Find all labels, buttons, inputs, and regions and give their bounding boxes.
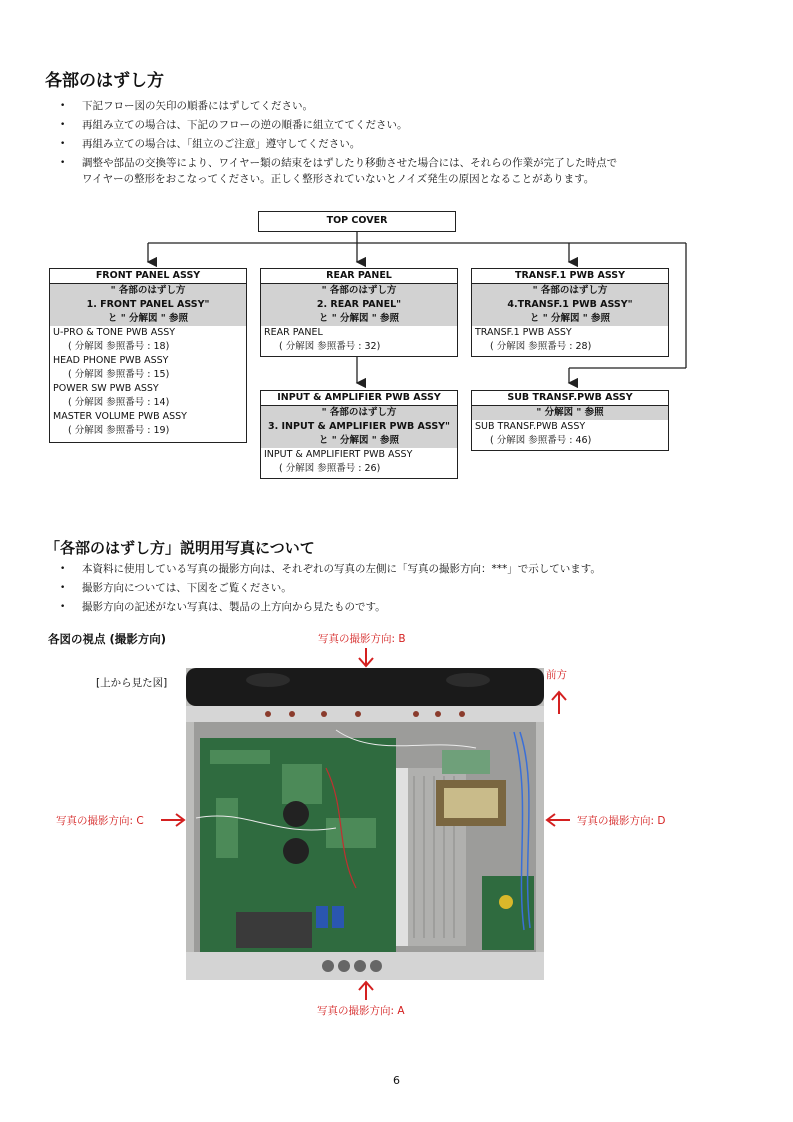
part-ref: ( 分解図 参照番号 : 15) (68, 369, 170, 380)
box-note (261, 406, 457, 448)
list-item-text: • 再組み立ての場合は、下記のフローの逆の順番に組立ててください。 (82, 119, 408, 131)
note-line: と " 分解図 " 参照 (107, 313, 189, 324)
arrow-down-icon (359, 648, 373, 666)
list-item-text: • 撮影方向については、下図をご覧ください。 (82, 582, 292, 594)
box-title: INPUT & AMPLIFIER PWB ASSY (261, 391, 457, 406)
box-title: REAR PANEL (261, 269, 457, 284)
box-note (472, 284, 668, 326)
part-ref: ( 分解図 参照番号 : 19) (68, 425, 170, 436)
note-line: " 分解図 " 参照 (536, 407, 604, 418)
part-name: SUB TRANSF.PWB ASSY (475, 421, 586, 432)
part-name: INPUT & AMPLIFIERT PWB ASSY (264, 449, 413, 460)
front-panel-box (49, 268, 247, 443)
direction-c-label: 写真の撮影方向: C (56, 815, 144, 827)
note-line: 4.TRANSF.1 PWB ASSY" (507, 299, 633, 310)
box-title: FRONT PANEL ASSY (50, 269, 246, 284)
list-item (60, 561, 760, 577)
chassis-illustration (186, 668, 544, 980)
direction-b-label: 写真の撮影方向: B (318, 633, 406, 645)
note-line: と " 分解図 " 参照 (318, 435, 400, 446)
box-title: TRANSF.1 PWB ASSY (472, 269, 668, 284)
part-ref: ( 分解図 参照番号 : 32) (279, 341, 381, 352)
note-line: " 各部のはずし方 (532, 285, 608, 296)
part-name: REAR PANEL (264, 327, 323, 338)
list-item (60, 580, 760, 596)
section-title: 各部のはずし方 (45, 71, 164, 91)
part-name: MASTER VOLUME PWB ASSY (53, 411, 187, 422)
part-name: HEAD PHONE PWB ASSY (53, 355, 169, 366)
photo-notes-list (60, 561, 760, 618)
part-ref: ( 分解図 参照番号 : 26) (279, 463, 381, 474)
note-line: 1. FRONT PANEL ASSY" (86, 299, 210, 310)
list-item-text: • 調整や部品の交換等により、ワイヤー類の結束をはずしたり移動させた場合には、それらの作業が完了した時点で (82, 157, 618, 169)
page-number: 6 (393, 1074, 400, 1087)
box-note (50, 284, 246, 326)
arrow-up-icon (359, 982, 373, 1000)
sub-transf-box (471, 390, 669, 451)
direction-d-label: 写真の撮影方向: D (577, 815, 666, 827)
arrow-right-icon (161, 814, 184, 826)
part-ref: ( 分解図 参照番号 : 14) (68, 397, 170, 408)
list-item-text: • 撮影方向の記述がない写真は、製品の上方向から見たものです。 (82, 601, 386, 613)
arrow-left-icon (547, 814, 570, 826)
note-line: と " 分解図 " 参照 (529, 313, 611, 324)
list-item-text: • 下記フロー図の矢印の順番にはずしてください。 (82, 100, 313, 112)
part-ref: ( 分解図 参照番号 : 18) (68, 341, 170, 352)
front-label: 前方 (546, 669, 567, 681)
list-item-text: • 本資料に使用している写真の撮影方向は、それぞれの写真の左側に「写真の撮影方向：***」で示しています。 (82, 563, 601, 575)
input-amplifier-box (260, 390, 458, 479)
chassis-top-view-photo (186, 668, 544, 980)
arrow-up-icon (552, 692, 566, 714)
note-line: " 各部のはずし方 (321, 285, 397, 296)
part-name: POWER SW PWB ASSY (53, 383, 159, 394)
part-name: U-PRO & TONE PWB ASSY (53, 327, 176, 338)
section-title: 「各部のはずし方」説明用写真について (45, 539, 315, 557)
rear-panel-box (260, 268, 458, 357)
list-item-text-cont: ワイヤーの整形をおこなってください。正しく整形されていないとノイズ発生の原因となることがあります。 (82, 173, 595, 185)
note-line: 2. REAR PANEL" (316, 299, 402, 310)
direction-a-label: 写真の撮影方向: A (317, 1005, 405, 1017)
part-ref: ( 分解図 参照番号 : 28) (490, 341, 592, 352)
figure-caption: [上から見た図] (96, 677, 168, 689)
transf1-box (471, 268, 669, 357)
list-item-text: • 再組み立ての場合は、「組立のご注意」遵守してください。 (82, 138, 361, 150)
box-note (472, 406, 668, 420)
box-title: SUB TRANSF.PWB ASSY (472, 391, 668, 406)
note-line: " 各部のはずし方 (321, 407, 397, 418)
list-item (60, 599, 760, 615)
box-note (261, 284, 457, 326)
note-line: 3. INPUT & AMPLIFIER PWB ASSY" (268, 421, 450, 432)
part-name: TRANSF.1 PWB ASSY (475, 327, 572, 338)
figure-heading: 各図の視点 (撮影方向) (48, 632, 167, 646)
part-ref: ( 分解図 参照番号 : 46) (490, 435, 592, 446)
note-line: と " 分解図 " 参照 (318, 313, 400, 324)
note-line: " 各部のはずし方 (110, 285, 186, 296)
top-cover-box: TOP COVER (258, 211, 456, 232)
